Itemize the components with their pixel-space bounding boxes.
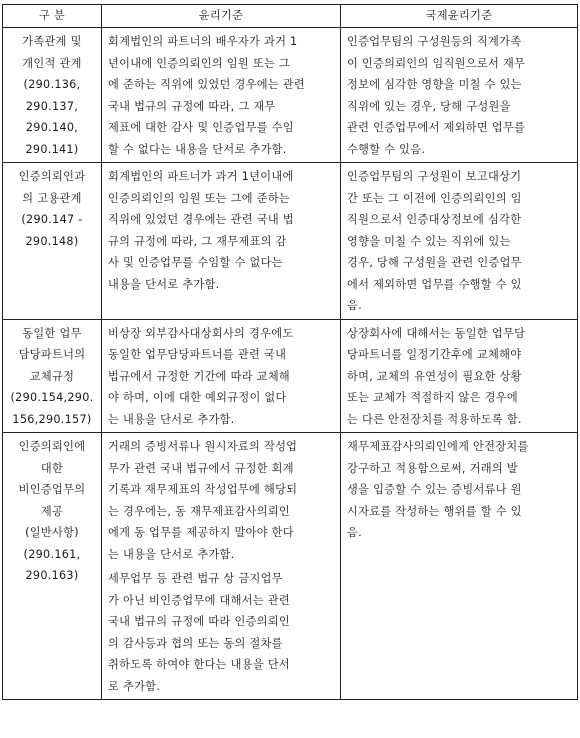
category-cell — [3, 319, 102, 433]
text-line: 야 하며, 이에 대한 예외규정이 없다 — [108, 391, 287, 404]
text-line: 내용을 단서로 추가함. — [108, 277, 220, 291]
text-line: 강구하고 적용함으로써, 거래의 발 — [347, 461, 518, 475]
category-line: 개인적 관계 — [22, 56, 82, 70]
category-line: 의 고용관계 — [22, 191, 82, 205]
domestic-standard-cell — [102, 163, 341, 320]
category-line: 290.137, — [25, 99, 79, 113]
text-line: 국내 법규의 규정에 따라 인증의뢰인 — [108, 615, 291, 628]
text-line: 직위에 있었던 경우에는 관련 국내 법 — [108, 213, 294, 226]
text-line: 할 수 없다는 내용을 단서로 추가함. — [108, 142, 287, 156]
category-line: 제공 — [40, 504, 64, 518]
category-line: 290.140, — [25, 121, 79, 134]
domestic-standard-cell — [102, 28, 341, 163]
text-line: 동일한 업무담당파트너를 관련 국내 — [108, 348, 287, 361]
header-international-standard: 국제윤리기준 — [341, 5, 578, 28]
header-category: 구 분 — [3, 5, 102, 28]
category-cell — [3, 163, 102, 320]
text-line: 하며, 교체의 유연성이 필요한 상황 — [347, 369, 522, 383]
category-line: (290.136, — [23, 78, 81, 91]
ethics-comparison-table — [2, 4, 578, 700]
text-line: 는 내용을 단서로 추가함. — [108, 412, 235, 426]
text-line: 로 추가함. — [108, 679, 161, 693]
category-line: 290.141) — [25, 142, 79, 156]
text-line: 인증업무팀의 구성원이 보고대상기 — [347, 170, 522, 183]
text-line: 는 내용을 단서로 추가함. — [108, 547, 235, 561]
text-line: 수행할 수 있음. — [347, 142, 426, 156]
table-row — [3, 163, 578, 320]
text-line: 국내 법규의 규정에 따라, 그 재무 — [108, 99, 276, 113]
paragraph — [347, 323, 573, 431]
text-line: 에서 제외하면 업무를 수행할 수 있 — [347, 277, 522, 291]
international-standard-cell — [341, 163, 578, 320]
text-line: 에 준하는 직위에 있었던 경우에는 관련 — [108, 78, 305, 91]
text-line: 인증의뢰인의 임원 또는 그에 준하는 — [108, 191, 291, 205]
text-line: 회계법인의 파트너의 배우자가 과거 1 — [108, 35, 298, 48]
text-line: 회계법인의 파트너가 과거 1년이내에 — [108, 170, 294, 183]
text-line: 규의 규정에 따라, 그 재무제표의 감 — [108, 234, 287, 248]
text-line: 무가 관련 국내 법규에서 규정한 회계 — [108, 461, 294, 475]
table-row — [3, 319, 578, 433]
paragraph — [108, 568, 336, 697]
text-line: 의 감사등과 협의 또는 동의 절차를 — [108, 636, 283, 650]
category-line: 290.148) — [25, 234, 79, 248]
category-line: 담당파트너의 — [18, 348, 86, 361]
text-line: 직원으로서 인증대상정보에 심각한 — [347, 213, 522, 226]
paragraph — [108, 323, 336, 431]
category-line: 인증의뢰인과 — [18, 170, 86, 183]
text-line: 이 인증의뢰인의 임직원으로서 재무 — [347, 56, 526, 70]
text-line: 상장회사에 대해서는 동일한 업무담 — [347, 326, 526, 340]
category-cell — [3, 28, 102, 163]
text-line: 음. — [347, 526, 362, 539]
text-line: 또는 교체가 적절하지 않은 경우에 — [347, 391, 518, 404]
table-row — [3, 433, 578, 700]
text-line: 거래의 증빙서류나 원시자료의 작성업 — [108, 440, 298, 453]
paragraph — [347, 166, 573, 317]
text-line: 사 및 인증업무를 수임할 수 없다는 — [108, 256, 283, 269]
text-line: 세무업무 등 관련 법규 상 금지업무 — [108, 572, 283, 585]
text-line: 인증업무팀의 구성원등의 직계가족 — [347, 35, 522, 48]
text-line: 는 경우에는, 동 재무제표감사의뢰인 — [108, 504, 291, 518]
category-line: (일반사항) — [25, 526, 79, 539]
international-standard-cell — [341, 28, 578, 163]
text-line: 생을 입증할 수 있는 증빙서류나 원 — [347, 483, 522, 496]
category-line: (290.147 - — [21, 213, 83, 226]
domestic-standard-cell — [102, 319, 341, 433]
text-line: 는 다른 안전장치를 적용하도록 함. — [347, 412, 522, 426]
text-line: 시자료를 작성하는 행위를 할 수 있 — [347, 504, 522, 518]
table-row — [3, 28, 578, 163]
category-line: 156,290.157) — [12, 412, 92, 426]
category-line: 동일한 업무 — [22, 326, 82, 340]
category-line: 비인증업무의 — [18, 483, 86, 496]
text-line: 당파트너를 일정기간후에 교체해야 — [347, 348, 522, 361]
text-line: 법규에서 규정한 기간에 따라 교체해 — [108, 369, 291, 383]
paragraph — [347, 436, 573, 544]
category-line: 290.163) — [25, 569, 79, 582]
category-cell — [3, 433, 102, 700]
header-domestic-standard: 윤리기준 — [102, 5, 341, 28]
category-line: 인증의뢰인에 — [18, 440, 86, 453]
text-line: 년이내에 인증의뢰인의 임원 또는 그 — [108, 56, 291, 70]
paragraph — [347, 31, 573, 160]
text-line: 에게 동 업무를 제공하지 말아야 한다 — [108, 526, 294, 539]
text-line: 취하도록 하여야 한다는 내용을 단서 — [108, 658, 291, 671]
text-line: 관련 인증업무에서 제외하면 업무를 — [347, 121, 526, 134]
text-line: 경우, 당해 구성원을 관련 인증업무 — [347, 256, 522, 269]
category-line: 대한 — [40, 461, 64, 475]
text-line: 제표에 대한 감사 및 인증업무를 수임 — [108, 121, 294, 134]
category-line: (290.161, — [23, 547, 81, 561]
category-line: 가족관계 및 — [22, 35, 82, 48]
text-line: 재무제표감사의뢰인에게 안전장치를 — [347, 440, 529, 453]
text-line: 기록과 재무제표의 작성업무에 해당되 — [108, 483, 298, 496]
category-line: 교체규정 — [29, 369, 75, 383]
table-header-row — [3, 5, 578, 28]
text-line: 비상장 외부감사대상회사의 경우에도 — [108, 326, 294, 340]
text-line: 정보에 심각한 영향을 미칠 수 있는 — [347, 78, 522, 91]
international-standard-cell — [341, 433, 578, 700]
text-line: 가 아닌 비인증업무에 대해서는 관련 — [108, 593, 291, 607]
paragraph — [108, 166, 336, 295]
text-line: 직위에 있는 경우, 당해 구성원을 — [347, 99, 511, 113]
domestic-standard-cell — [102, 433, 341, 700]
paragraph — [108, 436, 336, 565]
category-line: (290.154,290. — [10, 391, 94, 404]
text-line: 음. — [347, 299, 362, 312]
text-line: 영향을 미칠 수 있는 직위에 있는 — [347, 234, 511, 248]
international-standard-cell — [341, 319, 578, 433]
paragraph — [108, 31, 336, 160]
text-line: 간 또는 그 이전에 인증의뢰인의 임 — [347, 191, 522, 205]
